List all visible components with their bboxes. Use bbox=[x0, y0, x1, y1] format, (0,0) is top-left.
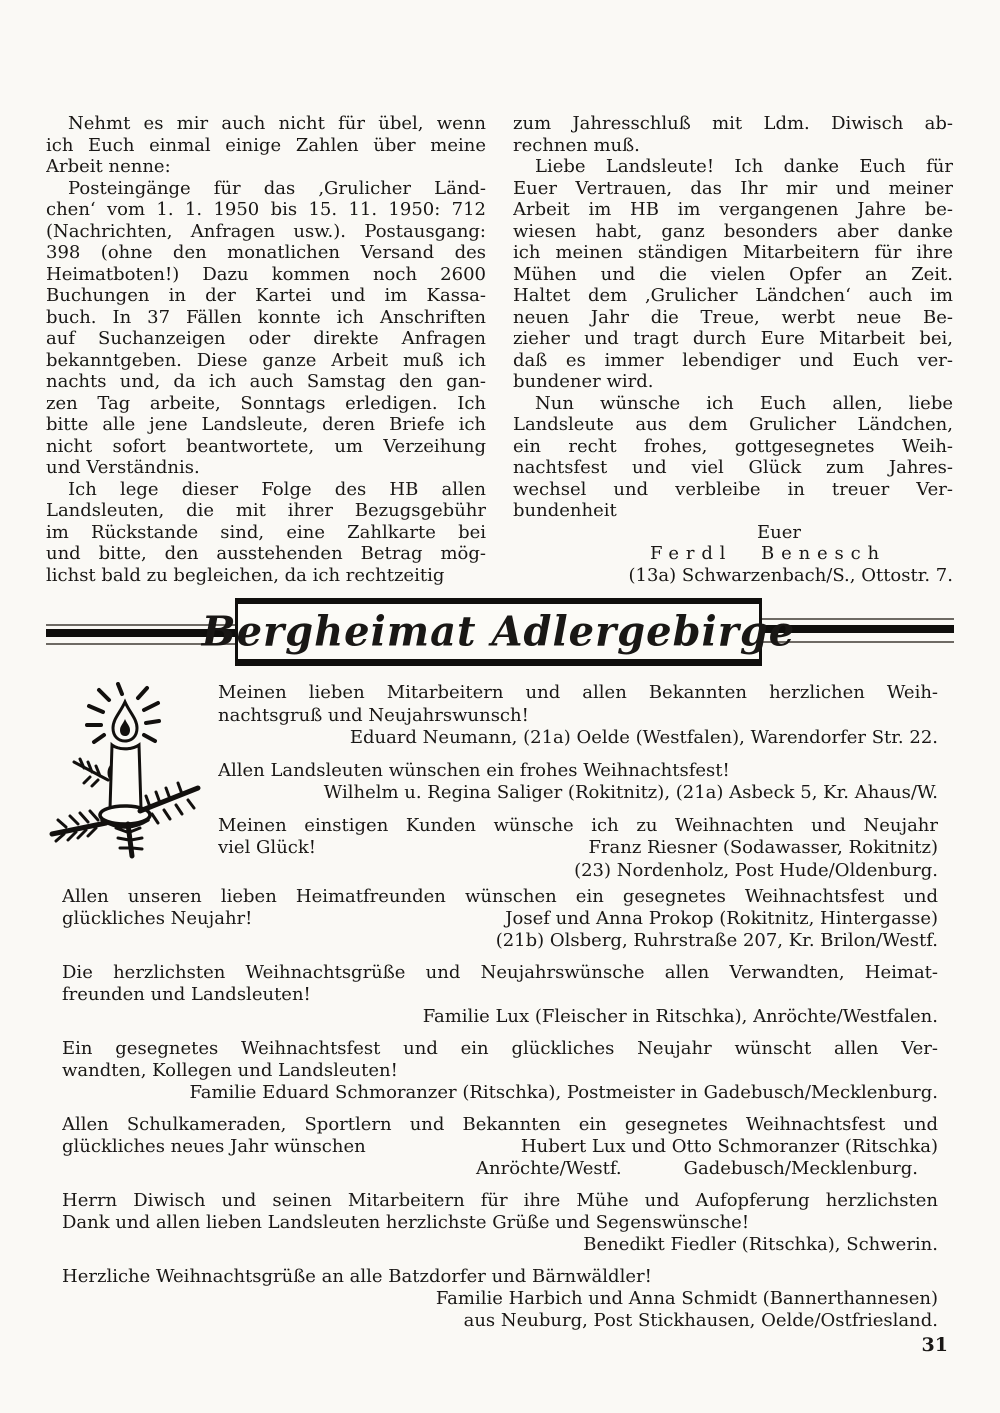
greeting-line: Familie Harbich und Anna Schmidt (Bannerthannesen) bbox=[435, 1288, 938, 1309]
greeting-line: Familie Eduard Schmoranzer (Ritschka), Postmeister in Gadebusch/Mecklenburg. bbox=[189, 1082, 938, 1103]
greetings-full-width bbox=[62, 886, 938, 1342]
greeting-line: Allen Schulkameraden, Sportlern und Bekannten ein gesegnetes Weihnachtsfest und bbox=[62, 1114, 938, 1135]
greeting-block bbox=[62, 1114, 938, 1180]
paragraph bbox=[513, 156, 953, 393]
greeting-block bbox=[62, 962, 938, 1028]
greeting-signature: Franz Riesner (Sodawasser, Rokitnitz) bbox=[588, 837, 938, 858]
greeting-line: Herzliche Weihnachtsgrüße an alle Batzdorfer und Bärnwäldler! bbox=[62, 1266, 652, 1287]
greeting-line: Meinen einstigen Kunden wünsche ich zu Weihnachten und Neujahr bbox=[218, 814, 938, 836]
greeting-text: glückliches neues Jahr wünschen bbox=[62, 1136, 366, 1157]
greeting-signature: Josef und Anna Prokop (Rokitnitz, Hintergasse) bbox=[505, 908, 938, 929]
greeting-line: Herrn Diwisch und seinen Mitarbeitern für ihre Mühe und Aufopferung herzlichsten bbox=[62, 1190, 938, 1211]
greeting-signature: Anröchte/Westf. bbox=[476, 1158, 622, 1179]
greetings-indented bbox=[218, 682, 938, 892]
text-line: rechnen muß. bbox=[513, 134, 640, 156]
greeting-line: wandten, Kollegen und Landsleuten! bbox=[62, 1060, 398, 1081]
text-line: ein recht frohes, gottgesegnetes Weih- bbox=[513, 435, 953, 457]
greeting-block bbox=[218, 760, 938, 805]
text-line: Landsleuten, die mit ihrer Bezugsgebühr bbox=[46, 500, 486, 521]
greeting-block bbox=[62, 1190, 938, 1256]
text-line: zen Tag arbeite, Sonntags erledigen. Ich bbox=[46, 392, 486, 414]
text-line: nachts und, da ich auch Samstag den gan- bbox=[46, 371, 486, 392]
greeting-line: Allen unseren lieben Heimatfreunden wünschen ein gesegnetes Weihnachtsfest und bbox=[62, 886, 938, 907]
letter-left-column bbox=[46, 113, 486, 586]
text-line: Haltet dem ‚Grulicher Ländchen‘ auch im bbox=[513, 285, 953, 306]
text-line: daß es immer lebendiger und Euch ver- bbox=[513, 349, 953, 371]
text-line: zieher und tragt durch Eure Mitarbeit bei, bbox=[513, 328, 953, 349]
section-title-box bbox=[201, 598, 796, 666]
paragraph bbox=[46, 178, 486, 479]
section-banner bbox=[46, 598, 954, 668]
text-line: Arbeit nenne: bbox=[46, 156, 171, 177]
text-line: nachtsfest und viel Glück zum Jahres- bbox=[513, 457, 953, 478]
greeting-line: aus Neuburg, Post Stickhausen, Oelde/Ostfriesland. bbox=[463, 1310, 938, 1331]
text-line: Nehmt es mir auch nicht für übel, wenn bbox=[68, 113, 486, 134]
text-line: Liebe Landsleute! Ich danke Euch für bbox=[535, 156, 953, 177]
text-line: zum Jahresschluß mit Ldm. Diwisch ab- bbox=[513, 113, 953, 134]
text-line: Nun wünsche ich Euch allen, liebe bbox=[535, 392, 953, 414]
section-title: Bergheimat Adlergebirge bbox=[201, 607, 796, 656]
signature-address: (13a) Schwarzenbach/S., Ottostr. 7. bbox=[628, 564, 953, 586]
greeting-signature: Hubert Lux und Otto Schmoranzer (Ritschka) bbox=[520, 1136, 938, 1157]
text-line: ich Euch einmal einige Zahlen über meine bbox=[46, 134, 486, 156]
letter-section bbox=[46, 113, 954, 586]
greeting-text: glückliches Neujahr! bbox=[62, 908, 253, 929]
text-line: und bitte, den ausstehenden Betrag mög- bbox=[46, 543, 486, 564]
paragraph bbox=[46, 479, 486, 587]
greeting-block bbox=[218, 815, 938, 883]
text-line: Arbeit im HB im vergangenen Jahre be- bbox=[513, 199, 953, 220]
greeting-line: (21b) Olsberg, Ruhrstraße 207, Kr. Brilon/Westf. bbox=[495, 930, 938, 951]
text-line: und Verständnis. bbox=[46, 457, 200, 478]
text-line: Buchungen in der Kartei und im Kassa- bbox=[46, 285, 486, 306]
greeting-line: nachtsgruß und Neujahrswunsch! bbox=[218, 704, 529, 726]
greeting-line: Benedikt Fiedler (Ritschka), Schwerin. bbox=[583, 1234, 938, 1255]
text-line: im Rückstande sind, eine Zahlkarte bei bbox=[46, 521, 486, 543]
greeting-text: viel Glück! bbox=[218, 837, 317, 858]
text-line: bitte alle jene Landsleute, deren Briefe ich bbox=[46, 414, 486, 435]
text-line: Euer Vertrauen, das Ihr mir und meiner bbox=[513, 177, 953, 199]
greeting-line: freunden und Landsleuten! bbox=[62, 984, 311, 1005]
candle-icon bbox=[46, 682, 206, 860]
greeting-block bbox=[62, 886, 938, 952]
greeting-line: Wilhelm u. Regina Saliger (Rokitnitz), (21a) Asbeck 5, Kr. Ahaus/W. bbox=[323, 782, 938, 803]
text-line: bundenheit bbox=[513, 500, 617, 521]
greeting-line bbox=[62, 1158, 938, 1180]
greeting-line: Meinen lieben Mitarbeitern und allen Bekannten herzlichen Weih- bbox=[218, 682, 938, 703]
greeting-line: (23) Nordenholz, Post Hude/Oldenburg. bbox=[574, 859, 938, 881]
text-line: bundener wird. bbox=[513, 371, 654, 392]
text-line: nicht sofort beantwortete, um Verzeihung bbox=[46, 435, 486, 457]
greeting-line: Die herzlichsten Weihnachtsgrüße und Neujahrswünsche allen Verwandten, Heimat- bbox=[62, 962, 938, 983]
greeting-line: Eduard Neumann, (21a) Oelde (Westfalen), Warendorfer Str. 22. bbox=[349, 727, 938, 748]
text-line: buch. In 37 Fällen konnte ich Anschriften bbox=[46, 306, 486, 328]
text-line: Ich lege dieser Folge des HB allen bbox=[68, 478, 486, 500]
text-line: Landsleute aus dem Grulicher Ländchen, bbox=[513, 414, 953, 435]
greeting-block bbox=[62, 1266, 938, 1332]
greeting-block bbox=[218, 682, 938, 750]
letter-right-paragraphs bbox=[513, 113, 953, 522]
greeting-line bbox=[62, 908, 938, 930]
paragraph bbox=[513, 113, 953, 156]
text-line: chen‘ vom 1. 1. 1950 bis 15. 11. 1950: 712 bbox=[46, 199, 486, 220]
signature-salutation: Euer bbox=[757, 521, 801, 543]
greeting-line bbox=[218, 837, 938, 860]
text-line: wiesen habt, ganz besonders aber danke bbox=[513, 220, 953, 242]
text-line: neuen Jahr die Treue, werbt neue Be- bbox=[513, 306, 953, 328]
text-line: bekanntgeben. Diese ganze Arbeit muß ich bbox=[46, 349, 486, 371]
greeting-line: Allen Landsleuten wünschen ein frohes Weihnachtsfest! bbox=[218, 759, 730, 781]
text-line: Heimatboten!) Dazu kommen noch 2600 bbox=[46, 263, 486, 285]
text-line: ich meinen ständigen Mitarbeitern für ihre bbox=[513, 242, 953, 263]
text-line: lichst bald zu begleichen, da ich rechtzeitig bbox=[46, 564, 445, 586]
letter-right-column bbox=[513, 113, 953, 586]
text-line: auf Suchanzeigen oder direkte Anfragen bbox=[46, 328, 486, 349]
paragraph bbox=[46, 113, 486, 178]
text-line: Mühen und die vielen Opfer an Zeit. bbox=[513, 263, 953, 285]
greetings-with-candle bbox=[46, 682, 938, 892]
greeting-line: Ein gesegnetes Weihnachtsfest und ein glückliches Neujahr wünscht allen Ver- bbox=[62, 1038, 938, 1059]
greeting-block bbox=[62, 1038, 938, 1104]
greeting-signature: Gadebusch/Mecklenburg. bbox=[683, 1158, 918, 1179]
greeting-line bbox=[62, 1136, 938, 1158]
page-number: 31 bbox=[921, 1334, 948, 1356]
greeting-line: Dank und allen lieben Landsleuten herzlichste Grüße und Segenswünsche! bbox=[62, 1212, 750, 1233]
candle-illustration bbox=[46, 682, 218, 892]
greeting-line: Familie Lux (Fleischer in Ritschka), Anröchte/Westfalen. bbox=[422, 1006, 938, 1027]
text-line: Posteingänge für das ‚Grulicher Länd- bbox=[68, 177, 486, 199]
text-line: wechsel und verbleibe in treuer Ver- bbox=[513, 478, 953, 500]
text-line: (Nachrichten, Anfragen usw.). Postausgang: bbox=[46, 220, 486, 242]
paragraph bbox=[513, 393, 953, 522]
signature-name: Ferdl Benesch bbox=[650, 543, 886, 564]
text-line: 398 (ohne den monatlichen Versand des bbox=[46, 242, 486, 263]
